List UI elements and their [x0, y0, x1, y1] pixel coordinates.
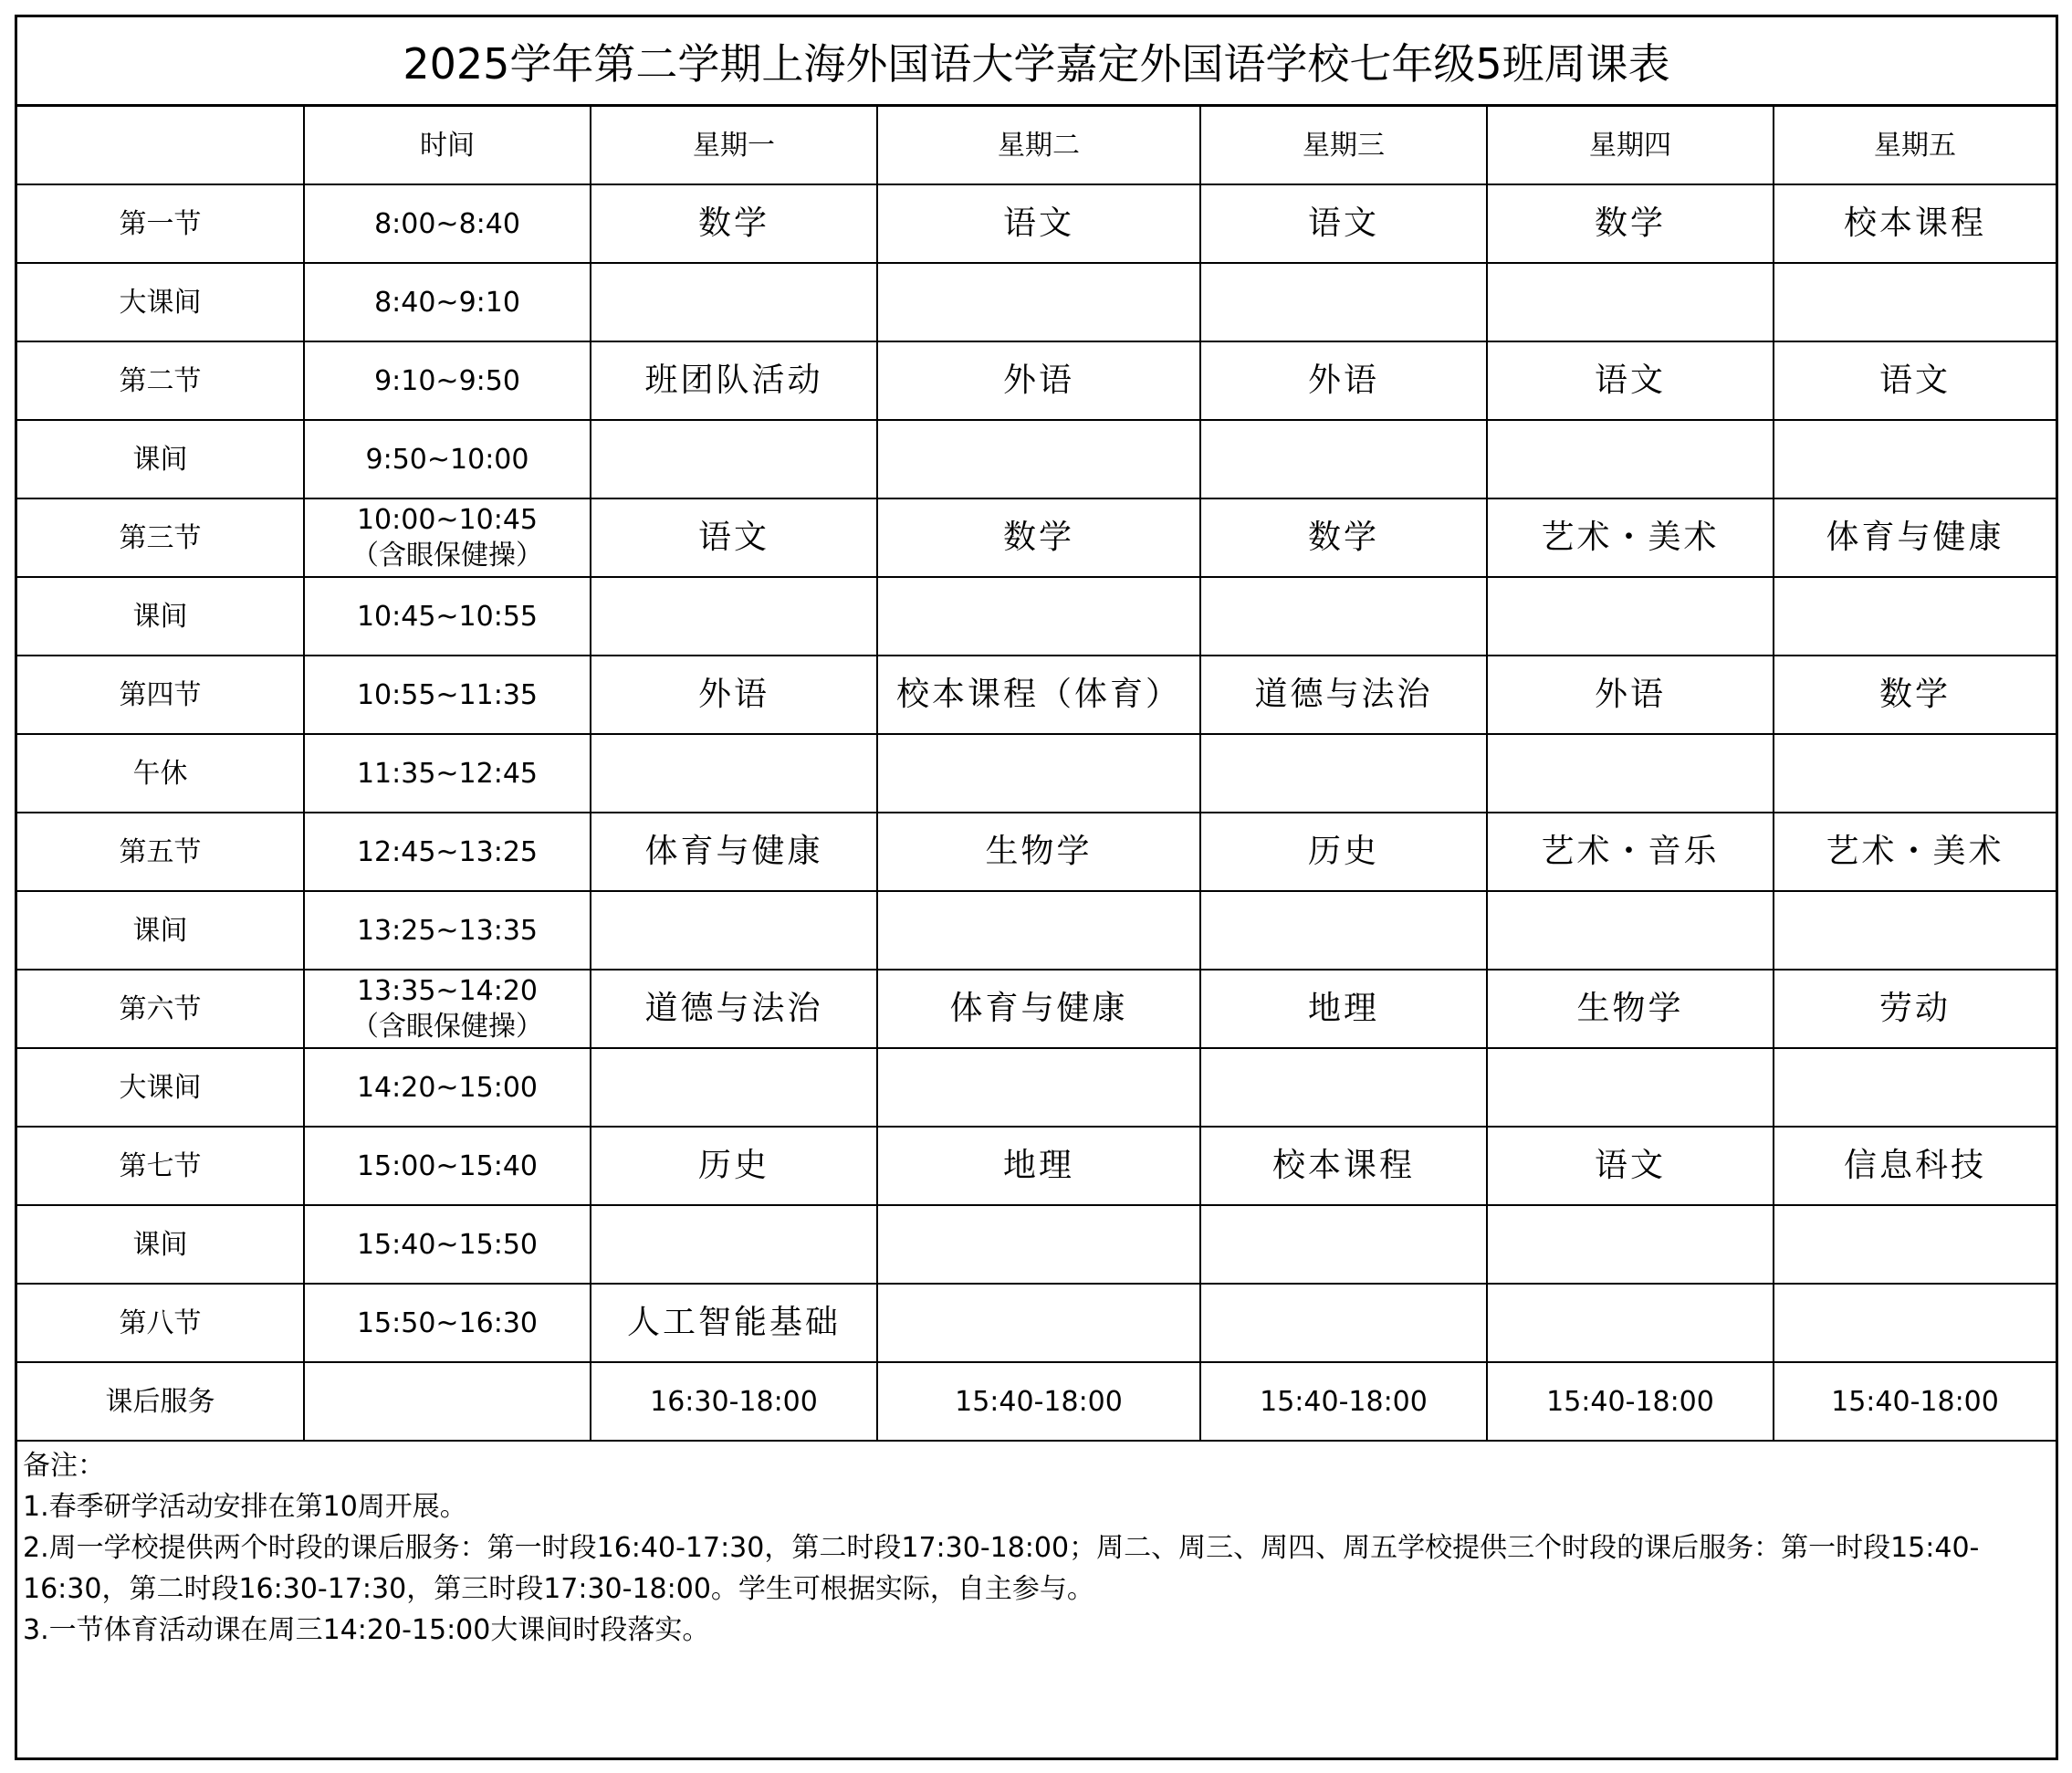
subject-cell: [1774, 1284, 2056, 1362]
subject-cell: [1774, 891, 2056, 970]
subject-cell: 体育与健康: [591, 813, 877, 891]
period-time: [304, 734, 591, 813]
subject-cell: 信息科技: [1774, 1127, 2056, 1205]
timetable-sheet: [15, 15, 2058, 1760]
subject-cell: [1200, 263, 1487, 341]
subject-cell: [1487, 1284, 1774, 1362]
subject-cell: [1200, 577, 1487, 656]
subject-cell: 劳动: [1774, 970, 2056, 1048]
period-time: [304, 1205, 591, 1284]
period-row: [17, 341, 2056, 420]
subject-cell: [1774, 263, 2056, 341]
period-label: 午休: [17, 734, 304, 813]
period-time: [304, 1048, 591, 1127]
period-time: [304, 656, 591, 734]
subject-cell: 校本课程: [1200, 1127, 1487, 1205]
header-row: [17, 107, 2056, 184]
subject-cell: [877, 734, 1200, 813]
subject-cell: 体育与健康: [877, 970, 1200, 1048]
period-time-range: 9:50~10:00: [365, 443, 529, 476]
period-label: 第一节: [17, 184, 304, 263]
service-time-cell: 15:40-18:00: [877, 1362, 1200, 1441]
subject-cell: [1200, 1284, 1487, 1362]
period-label: 第二节: [17, 341, 304, 420]
period-time-note: （含眼保健操）: [351, 1011, 543, 1043]
period-row: [17, 891, 2056, 970]
period-row: [17, 813, 2056, 891]
subject-cell: 语文: [591, 498, 877, 577]
period-label: 第六节: [17, 970, 304, 1048]
period-time: [304, 1284, 591, 1362]
period-label: 第八节: [17, 1284, 304, 1362]
period-time-range: 10:00~10:45: [356, 504, 539, 536]
subject-cell: [1487, 891, 1774, 970]
header-cell-corner: [17, 107, 304, 184]
subject-cell: [591, 420, 877, 498]
period-time-range: 8:00~8:40: [374, 207, 520, 240]
subject-cell: [1487, 263, 1774, 341]
service-time-cell: 15:40-18:00: [1774, 1362, 2056, 1441]
subject-cell: 艺术・美术: [1774, 813, 2056, 891]
period-row: [17, 1205, 2056, 1284]
subject-cell: [1487, 734, 1774, 813]
period-time: [304, 577, 591, 656]
service-time-cell: 16:30-18:00: [591, 1362, 877, 1441]
period-time-range: 15:50~16:30: [356, 1306, 539, 1339]
subject-cell: 校本课程: [1774, 184, 2056, 263]
subject-cell: 生物学: [1487, 970, 1774, 1048]
period-time-range: 12:45~13:25: [356, 835, 539, 868]
subject-cell: [877, 420, 1200, 498]
subject-cell: 数学: [1774, 656, 2056, 734]
subject-cell: [1774, 1048, 2056, 1127]
subject-cell: 数学: [1200, 498, 1487, 577]
period-time: [304, 184, 591, 263]
header-cell-friday: 星期五: [1774, 107, 2056, 184]
period-label: 课间: [17, 891, 304, 970]
period-label: 第四节: [17, 656, 304, 734]
subject-cell: [1774, 734, 2056, 813]
subject-cell: [591, 891, 877, 970]
subject-cell: [1487, 1048, 1774, 1127]
subject-cell: 地理: [877, 1127, 1200, 1205]
period-time: [304, 263, 591, 341]
note-item: 3.一节体育活动课在周三14:20-15:00大课间时段落实。: [23, 1614, 710, 1646]
subject-cell: 外语: [877, 341, 1200, 420]
subject-cell: [1487, 577, 1774, 656]
period-time-range: 9:10~9:50: [374, 364, 520, 397]
header-cell-wednesday: 星期三: [1200, 107, 1487, 184]
service-label: 课后服务: [17, 1362, 304, 1441]
period-label: 第三节: [17, 498, 304, 577]
subject-cell: [1200, 734, 1487, 813]
subject-cell: 外语: [1487, 656, 1774, 734]
subject-cell: [1200, 1205, 1487, 1284]
subject-cell: 人工智能基础: [591, 1284, 877, 1362]
service-time-cell: 15:40-18:00: [1487, 1362, 1774, 1441]
subject-cell: 语文: [1487, 341, 1774, 420]
subject-cell: 数学: [591, 184, 877, 263]
subject-cell: [877, 263, 1200, 341]
subject-cell: 语文: [1487, 1127, 1774, 1205]
timetable: [17, 107, 2056, 1442]
timetable-title: 2025学年第二学期上海外国语大学嘉定外国语学校七年级5班周课表: [17, 17, 2056, 107]
subject-cell: [877, 891, 1200, 970]
header-cell-monday: 星期一: [591, 107, 877, 184]
subject-cell: 班团队活动: [591, 341, 877, 420]
subject-cell: 艺术・音乐: [1487, 813, 1774, 891]
period-row: [17, 970, 2056, 1048]
timetable-body: [17, 107, 2056, 1441]
period-row: [17, 1127, 2056, 1205]
subject-cell: 历史: [1200, 813, 1487, 891]
subject-cell: 数学: [877, 498, 1200, 577]
service-time: [304, 1362, 591, 1441]
period-row: [17, 1284, 2056, 1362]
period-time-range: 8:40~9:10: [374, 286, 520, 319]
subject-cell: [591, 734, 877, 813]
subject-cell: [877, 1284, 1200, 1362]
period-label: 第七节: [17, 1127, 304, 1205]
period-time-range: 11:35~12:45: [356, 757, 539, 790]
notes-heading: 备注：: [23, 1450, 105, 1482]
period-time: [304, 970, 591, 1048]
subject-cell: [1200, 1048, 1487, 1127]
period-time: [304, 891, 591, 970]
subject-cell: [1200, 891, 1487, 970]
period-time: [304, 420, 591, 498]
period-label: 课间: [17, 420, 304, 498]
period-time: [304, 813, 591, 891]
period-row: [17, 263, 2056, 341]
period-time: [304, 341, 591, 420]
subject-cell: 外语: [1200, 341, 1487, 420]
period-row: [17, 184, 2056, 263]
after-school-service-row: [17, 1362, 2056, 1441]
subject-cell: [591, 1205, 877, 1284]
period-label: 第五节: [17, 813, 304, 891]
subject-cell: 道德与法治: [1200, 656, 1487, 734]
period-time-range: 13:25~13:35: [356, 914, 539, 947]
subject-cell: [877, 1205, 1200, 1284]
subject-cell: [1774, 1205, 2056, 1284]
subject-cell: [1487, 420, 1774, 498]
period-label: 课间: [17, 577, 304, 656]
period-row: [17, 1048, 2056, 1127]
period-label: 课间: [17, 1205, 304, 1284]
service-time-cell: 15:40-18:00: [1200, 1362, 1487, 1441]
notes-section: [17, 1442, 2056, 1654]
subject-cell: [1774, 577, 2056, 656]
header-cell-time: 时间: [304, 107, 591, 184]
period-row: [17, 577, 2056, 656]
subject-cell: [1774, 420, 2056, 498]
subject-cell: 体育与健康: [1774, 498, 2056, 577]
period-time-range: 10:55~11:35: [356, 678, 539, 711]
period-label: 大课间: [17, 1048, 304, 1127]
header-cell-thursday: 星期四: [1487, 107, 1774, 184]
subject-cell: 艺术・美术: [1487, 498, 1774, 577]
period-time-range: 10:45~10:55: [356, 600, 539, 633]
subject-cell: [591, 577, 877, 656]
subject-cell: 数学: [1487, 184, 1774, 263]
period-time: [304, 498, 591, 577]
period-time-note: （含眼保健操）: [351, 540, 543, 572]
subject-cell: 语文: [877, 184, 1200, 263]
subject-cell: 历史: [591, 1127, 877, 1205]
subject-cell: 外语: [591, 656, 877, 734]
header-cell-tuesday: 星期二: [877, 107, 1200, 184]
period-time-range: 15:40~15:50: [356, 1228, 539, 1261]
subject-cell: [877, 577, 1200, 656]
period-row: [17, 656, 2056, 734]
subject-cell: 生物学: [877, 813, 1200, 891]
note-item: 1.春季研学活动安排在第10周开展。: [23, 1491, 467, 1523]
subject-cell: [1200, 420, 1487, 498]
subject-cell: [1487, 1205, 1774, 1284]
subject-cell: 语文: [1200, 184, 1487, 263]
subject-cell: 地理: [1200, 970, 1487, 1048]
period-time-range: 15:00~15:40: [356, 1149, 539, 1182]
subject-cell: [591, 1048, 877, 1127]
period-label: 大课间: [17, 263, 304, 341]
subject-cell: 语文: [1774, 341, 2056, 420]
subject-cell: 道德与法治: [591, 970, 877, 1048]
note-item: 2.周一学校提供两个时段的课后服务：第一时段16:40-17:30，第二时段17:30-18:00；周二、周三、周四、周五学校提供三个时段的课后服务：第一时段15:40-16:30，第二时段16:30-17:30，第三时段17:30-18:00。学生可根据实际，自主参与。: [23, 1532, 1980, 1605]
subject-cell: 校本课程（体育）: [877, 656, 1200, 734]
period-row: [17, 498, 2056, 577]
subject-cell: [877, 1048, 1200, 1127]
period-row: [17, 420, 2056, 498]
period-row: [17, 734, 2056, 813]
period-time-range: 13:35~14:20: [356, 975, 539, 1007]
subject-cell: [591, 263, 877, 341]
period-time-range: 14:20~15:00: [356, 1071, 539, 1104]
period-time: [304, 1127, 591, 1205]
